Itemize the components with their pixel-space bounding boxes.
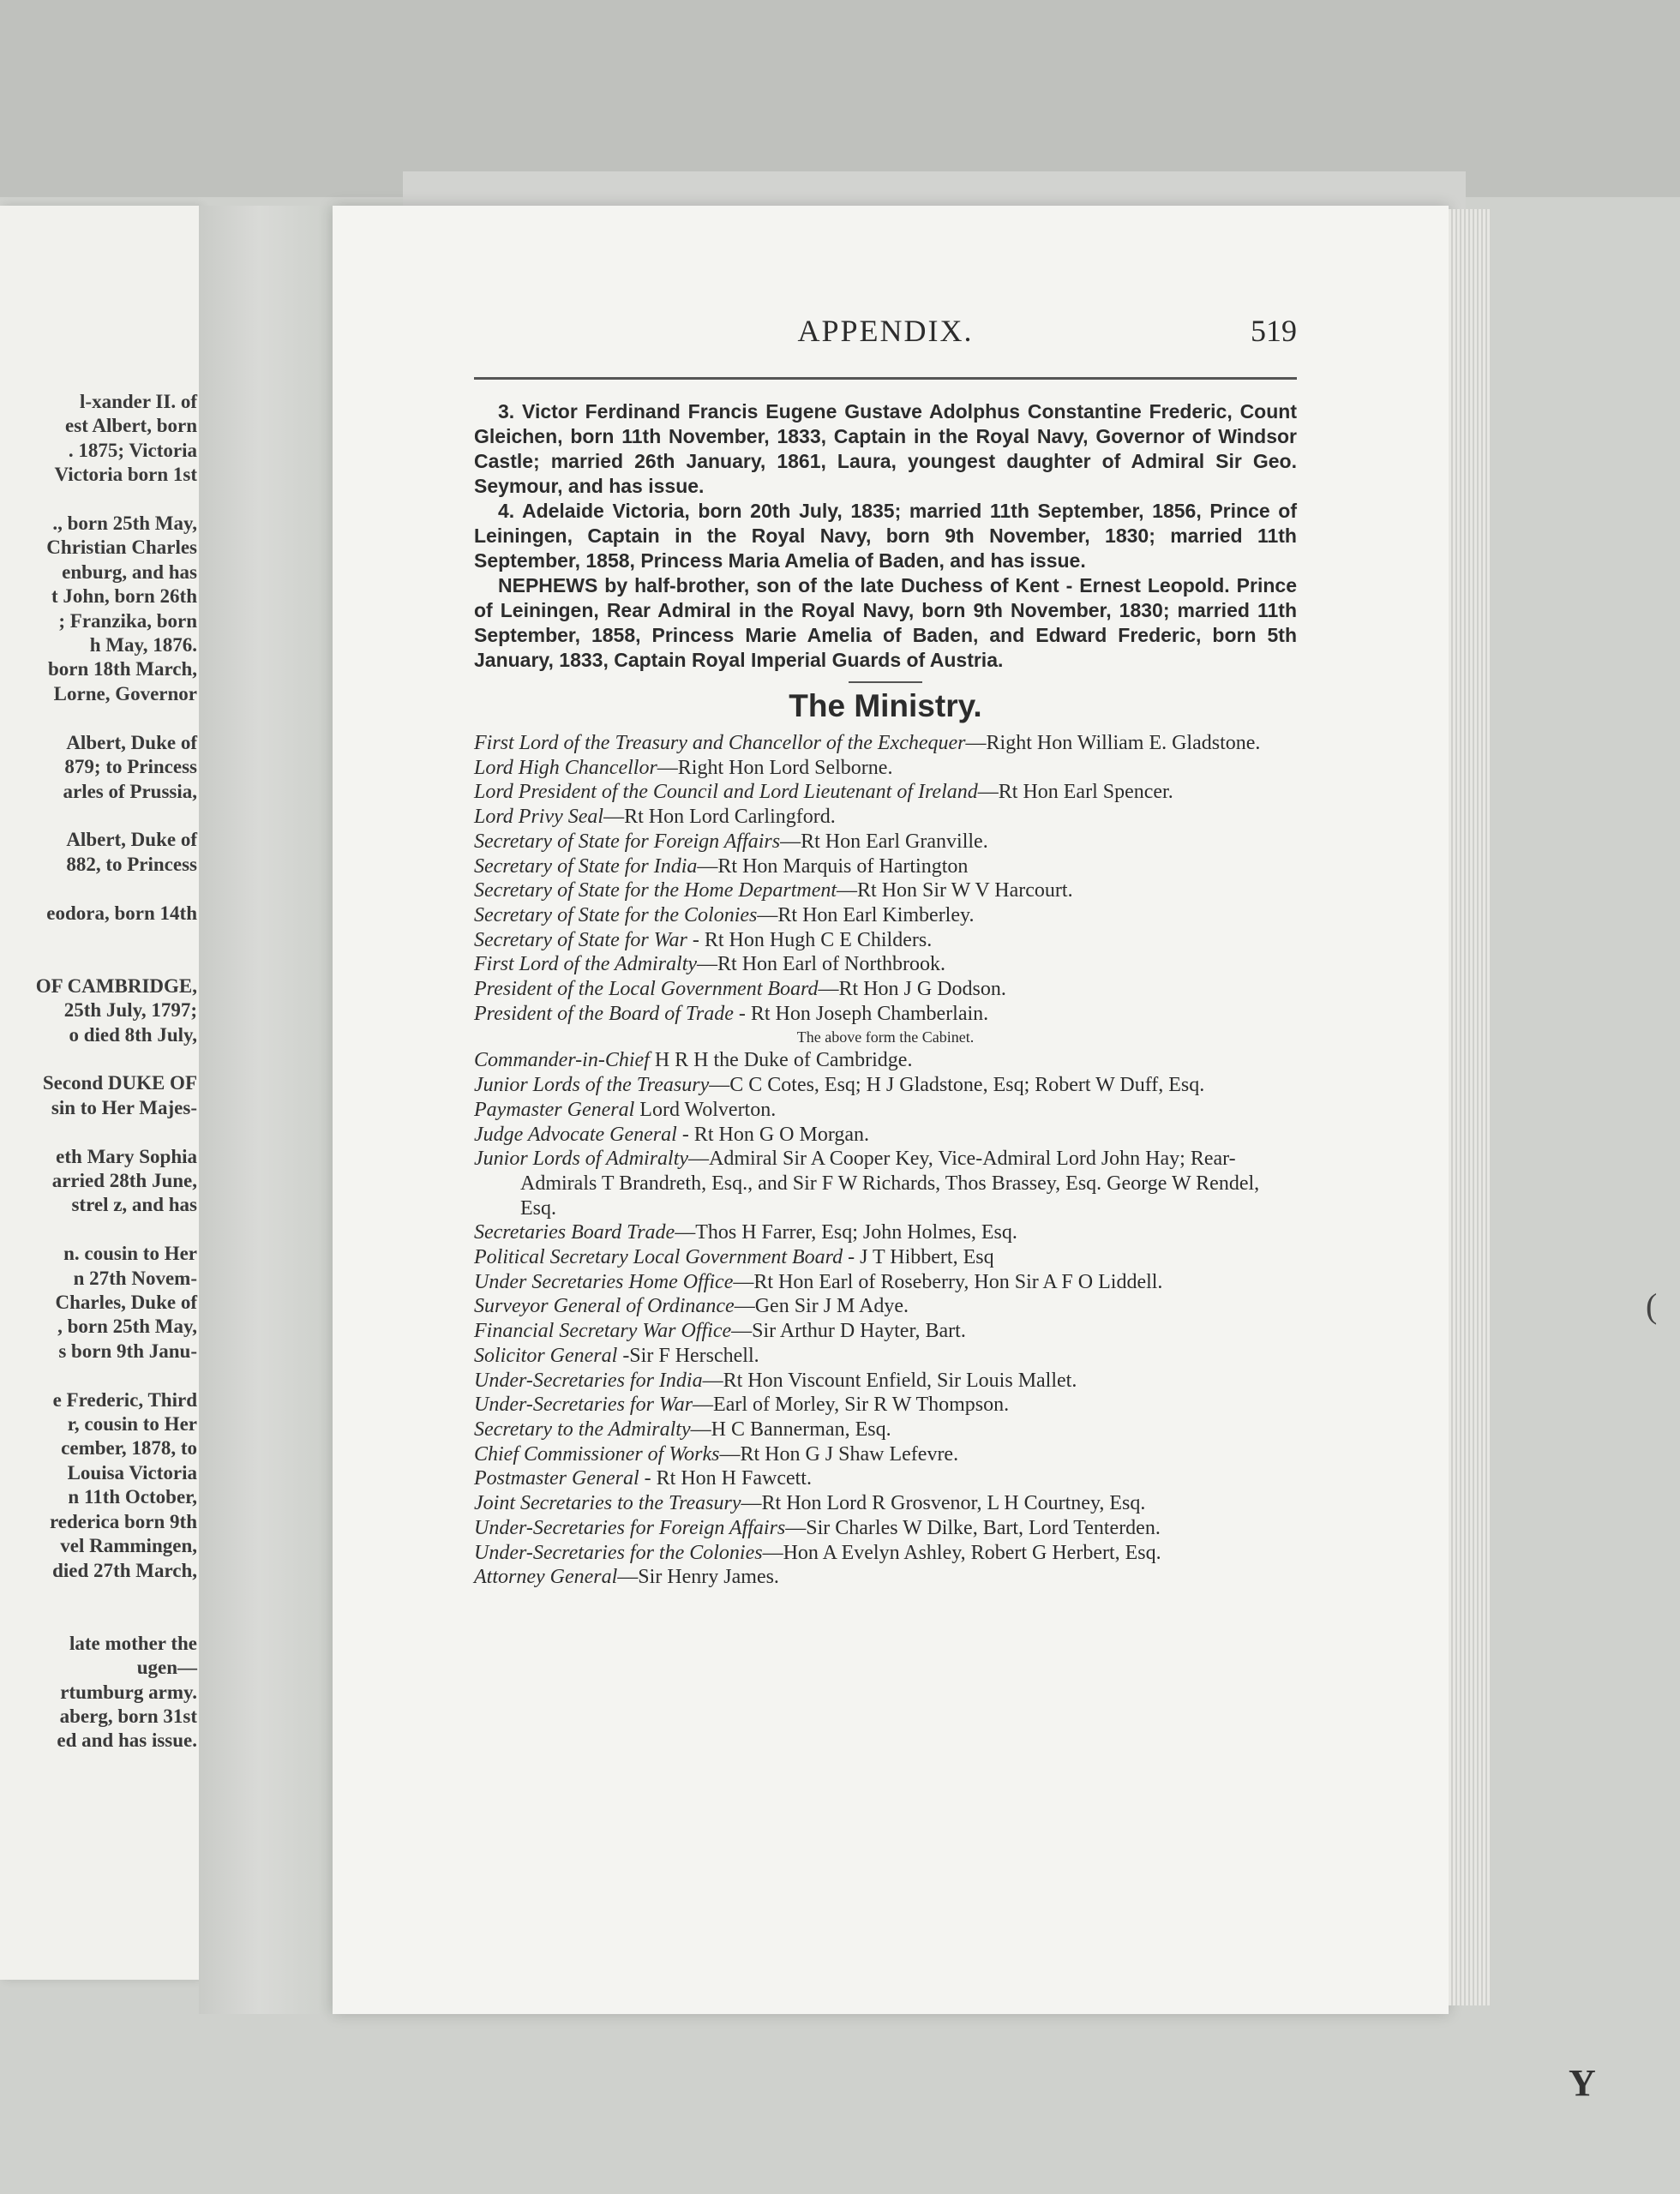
left-page-line: ; Franzika, born (58, 609, 197, 632)
section-divider (849, 681, 922, 683)
office-holder: —C C Cotes, Esq; H J Gladstone, Esq; Robert W Duff, Esq. (709, 1074, 1205, 1097)
ministry-entry (474, 854, 1297, 879)
paragraph: 3. Victor Ferdinand Francis Eugene Gustave Adolphus Constantine Frederic, Count Gleichen, born 11th November, 1833, Captain in the Royal Navy, Governor of Windsor Castle; married 26th January, 1861, Laura, youngest daughter of Admiral Sir Geo. Seymour, and has issue. (474, 400, 1297, 497)
cabinet-note: The above form the Cabinet. (796, 1028, 975, 1046)
left-page-line: enburg, and has (62, 560, 197, 583)
left-page-line: aberg, born 31st (59, 1705, 197, 1727)
office-title: Joint Secretaries to the Treasury (474, 1492, 741, 1515)
left-page-line (0, 804, 197, 828)
office-holder: —Rt Hon Sir W V Harcourt. (837, 879, 1073, 902)
office-title: Secretary of State for Foreign Affairs (474, 830, 781, 853)
left-page-line: 25th July, 1797; (63, 999, 197, 1022)
ministry-entry (474, 1565, 1297, 1590)
left-page-line (0, 950, 197, 974)
ministry-list (474, 731, 1297, 1026)
office-title: Financial Secretary War Office (474, 1320, 732, 1343)
ministry-entry (474, 977, 1297, 1002)
left-page-line: arles of Prussia, (63, 780, 197, 802)
office-title: Junior Lords of Admiralty (474, 1148, 689, 1171)
ministry-entry (474, 1491, 1297, 1516)
left-page-line: Charles, Duke of (55, 1292, 197, 1314)
office-holder: —Sir Charles W Dilke, Bart, Lord Tenterden. (785, 1516, 1161, 1539)
office-title: Lord Privy Seal (474, 806, 604, 829)
ministry-entry (474, 1393, 1297, 1418)
office-title: Solicitor General (474, 1344, 618, 1367)
left-page-line: rederica born 9th (49, 1510, 197, 1532)
office-holder: —Rt Hon Lord Carlingford. (603, 806, 836, 829)
left-page-line: , born 25th May, (57, 1316, 197, 1338)
office-holder: —Thos H Farrer, Esq; John Holmes, Esq. (675, 1221, 1017, 1244)
left-page-line: cember, 1878, to (61, 1437, 197, 1460)
left-page-line: eodora, born 14th (46, 902, 197, 924)
ministry-entry (474, 830, 1297, 854)
office-title: Attorney General (474, 1566, 618, 1589)
ministry-entry (474, 1147, 1297, 1220)
office-holder: - J T Hibbert, Esq (843, 1246, 994, 1269)
left-page-line: Louisa Victoria (67, 1461, 197, 1484)
left-page-line: s born 9th Janu- (58, 1340, 197, 1362)
office-holder: —Rt Hon J G Dodson. (818, 978, 1006, 1001)
header-rule (474, 377, 1297, 380)
office-title: Under Secretaries Home Office (474, 1270, 734, 1293)
office-holder: —Rt Hon Earl Spencer. (977, 781, 1173, 804)
officers-list (474, 1048, 1297, 1589)
ministry-entry (474, 1516, 1297, 1541)
page-body (474, 399, 1297, 1590)
ministry-entry (474, 1123, 1297, 1148)
ministry-entry (474, 928, 1297, 953)
office-title: Judge Advocate General (474, 1123, 677, 1146)
ministry-entry (474, 1466, 1297, 1491)
office-holder: —Earl of Morley, Sir R W Thompson. (693, 1394, 1010, 1417)
left-page-line: r, cousin to Her (67, 1413, 197, 1436)
left-page-line: e Frederic, Third (52, 1388, 197, 1411)
book-gutter (199, 206, 333, 2014)
office-holder: —Right Hon William E. Gladstone. (965, 732, 1261, 754)
ministry-entry (474, 1294, 1297, 1319)
left-page-line (0, 1364, 197, 1388)
office-holder: —Right Hon Lord Selborne. (657, 756, 893, 779)
office-holder: —H C Bannerman, Esq. (690, 1418, 891, 1441)
left-page-line: OF CAMBRIDGE, (35, 974, 197, 997)
left-page-line (0, 1607, 197, 1631)
left-page-line: ugen— (136, 1657, 197, 1679)
office-title: Secretary of State for War (474, 928, 687, 951)
ministry-entry (474, 1541, 1297, 1566)
ministry-entry (474, 1245, 1297, 1270)
ministry-entry (474, 1048, 1297, 1073)
office-title: Junior Lords of the Treasury (474, 1074, 710, 1097)
office-holder: —Rt Hon Earl Granville. (780, 830, 988, 853)
page-header (474, 313, 1297, 356)
office-title: Under-Secretaries for India (474, 1369, 703, 1392)
left-page-line: late mother the (69, 1632, 197, 1654)
office-title: Commander-in-Chief (474, 1049, 650, 1072)
office-title: Under-Secretaries for Foreign Affairs (474, 1516, 786, 1539)
paragraph: NEPHEWS by half-brother, son of the late Duchess of Kent - Ernest Leopold. Prince of Leiningen, Rear Admiral in the Royal Navy, born 9th November, 1830; married 11th September, 1858, Princess Marie Amelia of Baden, and Edward Frederic, born 5th January, 1833, Captain Royal Imperial Guards of Austria. (474, 574, 1297, 671)
page-number: 519 (1251, 314, 1297, 348)
office-holder: Lord Wolverton. (634, 1098, 777, 1121)
office-title: Lord President of the Council and Lord Lieutenant of Ireland (474, 781, 978, 804)
left-page-line: n 27th Novem- (73, 1267, 197, 1289)
office-title: Under-Secretaries for War (474, 1394, 693, 1417)
running-head: APPENDIX. (797, 314, 974, 348)
office-holder: —Rt Hon G J Shaw Lefevre. (719, 1442, 959, 1466)
left-page-line: died 27th March, (52, 1559, 197, 1581)
section-title: The Ministry. (789, 688, 982, 723)
office-title: Secretary of State for India (474, 854, 698, 878)
office-holder: - Rt Hon Hugh C E Childers. (687, 928, 933, 951)
left-page-line: strel z, and has (71, 1194, 197, 1216)
office-title: Secretary of State for the Colonies (474, 903, 758, 926)
left-page-line: Second DUKE OF (42, 1072, 197, 1094)
ministry-entry (474, 1098, 1297, 1123)
office-title: Political Secretary Local Government Board (474, 1246, 843, 1269)
left-page-line: o died 8th July, (69, 1023, 197, 1046)
left-page-line: n. cousin to Her (63, 1243, 197, 1265)
ministry-entry (474, 1442, 1297, 1467)
office-holder: - Rt Hon G O Morgan. (676, 1123, 870, 1146)
office-holder: —Hon A Evelyn Ashley, Robert G Herbert, Esq. (762, 1541, 1161, 1564)
ministry-entry (474, 1270, 1297, 1295)
office-title: Postmaster General (474, 1467, 639, 1490)
left-page-line: eth Mary Sophia (56, 1145, 197, 1167)
office-holder: —Rt Hon Earl of Roseberry, Hon Sir A F O Liddell. (733, 1270, 1163, 1293)
ministry-entry (474, 1073, 1297, 1098)
office-title: Secretary of State for the Home Department (474, 879, 837, 902)
office-holder: —Sir Henry James. (617, 1566, 779, 1589)
office-holder: —Rt Hon Lord R Grosvenor, L H Courtney, Esq. (741, 1492, 1146, 1515)
office-holder: - Rt Hon Joseph Chamberlain. (733, 1002, 989, 1025)
left-page-line: Victoria born 1st (54, 464, 197, 486)
ministry-entry (474, 780, 1297, 805)
office-holder: —Gen Sir J M Adye. (734, 1295, 909, 1318)
left-page-line (0, 926, 197, 950)
office-title: Under-Secretaries for the Colonies (474, 1541, 763, 1564)
left-page-line: sin to Her Majes- (51, 1096, 197, 1118)
ministry-entry (474, 1418, 1297, 1442)
ministry-entry (474, 805, 1297, 830)
left-page-text (0, 390, 197, 1753)
margin-mark: ( (1646, 1286, 1658, 1325)
left-page-line (0, 488, 197, 512)
ministry-entry (474, 1002, 1297, 1027)
left-page-line: Albert, Duke of (66, 829, 197, 851)
office-title: Secretaries Board Trade (474, 1221, 675, 1244)
left-page-line: ed and has issue. (57, 1729, 197, 1752)
left-page-line (0, 1583, 197, 1607)
ministry-entry (474, 952, 1297, 977)
page-edges (1449, 209, 1491, 2005)
left-page-line: rtumburg army. (60, 1681, 197, 1703)
left-page-line: vel Rammingen, (60, 1535, 197, 1557)
office-holder: —Rt Hon Marquis of Hartington (697, 854, 969, 878)
ministry-entry (474, 1319, 1297, 1344)
office-holder: - Rt Hon H Fawcett. (639, 1467, 812, 1490)
left-page-line: 879; to Princess (64, 756, 197, 778)
paragraph: 4. Adelaide Victoria, born 20th July, 1835; married 11th September, 1856, Prince of Leiningen, Captain in the Royal Navy, born 9th November, 1830; married 11th September, 1858, Princess Maria Amelia of Baden, and has issue. (474, 500, 1297, 572)
left-page-line (0, 1120, 197, 1144)
office-holder: -Sir F Herschell. (617, 1344, 759, 1367)
left-page-line: 882, to Princess (66, 853, 197, 875)
left-page-line: Christian Charles (46, 537, 197, 559)
office-holder: H R H the Duke of Cambridge. (649, 1049, 913, 1072)
left-page-line: l-xander II. of (80, 391, 197, 412)
office-title: President of the Board of Trade (474, 1002, 734, 1025)
left-page-line: n 11th October, (68, 1486, 197, 1508)
left-page-line (0, 877, 197, 901)
office-title: Surveyor General of Ordinance (474, 1295, 735, 1318)
left-page-line (0, 706, 197, 730)
ministry-entry (474, 903, 1297, 928)
office-holder: —Rt Hon Earl of Northbrook. (697, 953, 945, 976)
office-title: Chief Commissioner of Works (474, 1442, 720, 1466)
office-title: President of the Local Government Board (474, 978, 819, 1001)
ministry-entry (474, 1220, 1297, 1245)
ministry-entry (474, 731, 1297, 756)
ministry-entry (474, 1369, 1297, 1394)
left-page-line: Lorne, Governor (53, 682, 197, 704)
office-title: First Lord of the Treasury and Chancellor of the Exchequer (474, 732, 966, 754)
scan-backdrop (0, 0, 1680, 197)
left-page-line: born 18th March, (48, 658, 197, 680)
office-holder: —Sir Arthur D Hayter, Bart. (731, 1320, 966, 1343)
left-page-line: . 1875; Victoria (68, 439, 197, 461)
left-page-line: est Albert, born (65, 415, 197, 437)
office-title: Lord High Chancellor (474, 756, 657, 779)
office-title: First Lord of the Admiralty (474, 953, 698, 976)
office-holder: —Rt Hon Earl Kimberley. (757, 903, 975, 926)
ministry-entry (474, 756, 1297, 781)
office-title: Secretary to the Admiralty (474, 1418, 691, 1441)
office-holder: —Admiral Sir A Cooper Key, Vice-Admiral Lord John Hay; Rear-Admirals T Brandreth, Esq., and Sir F W Richards, Thos Brassey, Esq. George W Rendel, Esq. (520, 1148, 1260, 1220)
left-page-line (0, 1047, 197, 1071)
corner-mark: Y (1569, 2062, 1596, 2104)
ministry-entry (474, 878, 1297, 903)
left-page (0, 206, 199, 1980)
left-page-line: arried 28th June, (51, 1170, 197, 1191)
office-holder: —Rt Hon Viscount Enfield, Sir Louis Mallet. (702, 1369, 1077, 1392)
ministry-entry (474, 1344, 1297, 1369)
office-title: Paymaster General (474, 1098, 635, 1121)
left-page-line: ., born 25th May, (52, 513, 197, 535)
left-page-line: Albert, Duke of (66, 731, 197, 753)
left-page-line: t John, born 26th (51, 585, 197, 608)
left-page-line (0, 1218, 197, 1242)
left-page-line: h May, 1876. (89, 634, 197, 656)
